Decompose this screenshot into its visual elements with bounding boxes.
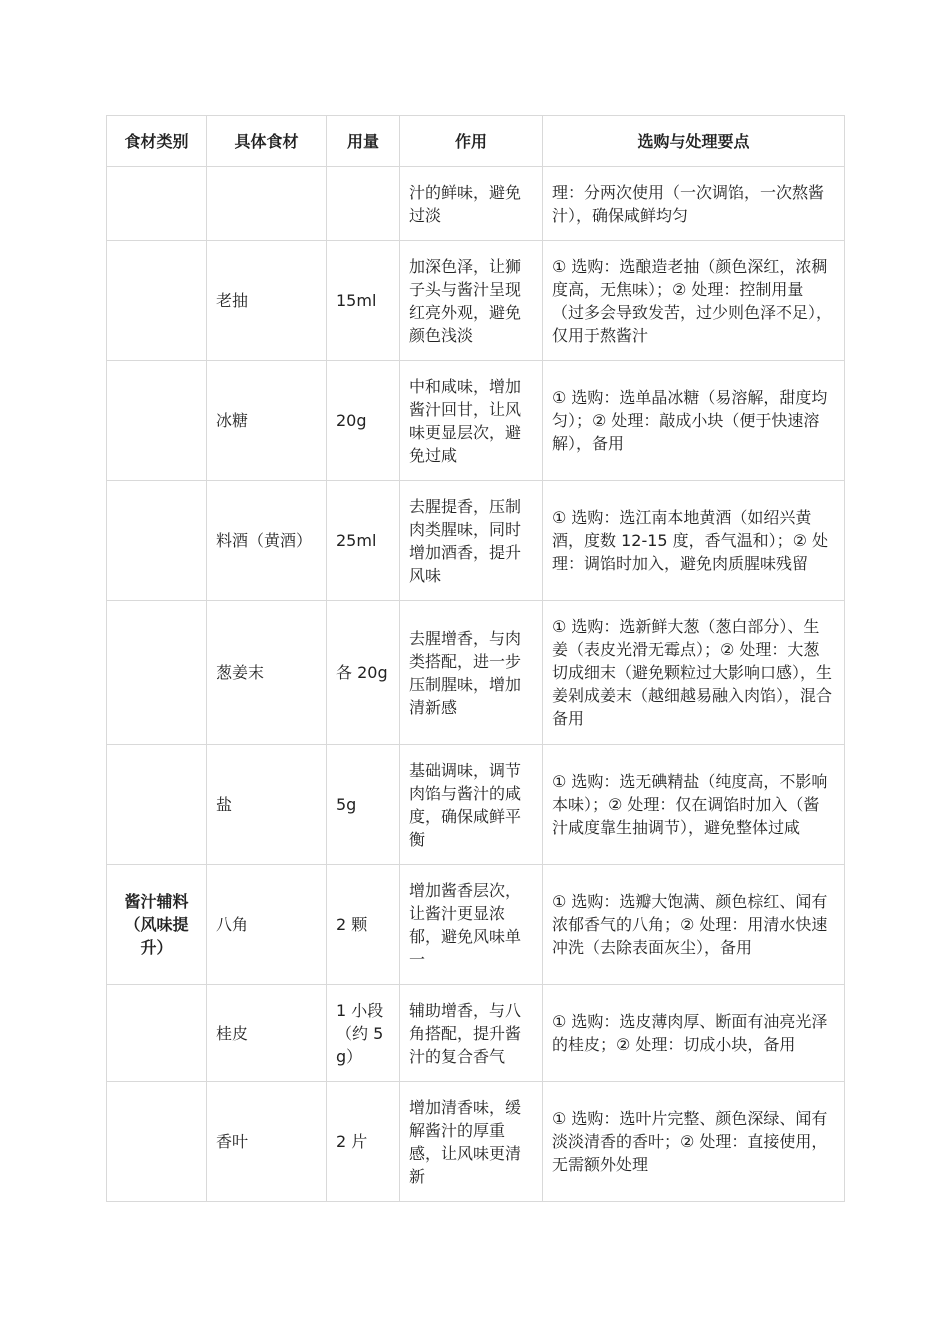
effect-cell: 辅助增香，与八角搭配，提升酱汁的复合香气	[400, 985, 543, 1082]
table-row	[107, 481, 845, 601]
tips-cell: ① 选购：选酿造老抽（颜色深红，浓稠度高，无焦味）；② 处理：控制用量（过多会导致发苦，过少则色泽不足），仅用于熬酱汁	[543, 241, 845, 361]
amount-cell: 2 片	[327, 1082, 400, 1202]
category-cell	[107, 241, 207, 361]
amount-cell: 各 20g	[327, 601, 400, 745]
effect-cell: 基础调味，调节肉馅与酱汁的咸度，确保咸鲜平衡	[400, 745, 543, 865]
ingredient-cell: 盐	[207, 745, 327, 865]
category-cell	[107, 167, 207, 241]
amount-cell: 2 颗	[327, 865, 400, 985]
category-cell	[107, 745, 207, 865]
category-cell	[107, 985, 207, 1082]
tips-cell: 理：分两次使用（一次调馅，一次熬酱汁），确保咸鲜均匀	[543, 167, 845, 241]
amount-cell: 20g	[327, 361, 400, 481]
ingredient-cell: 香叶	[207, 1082, 327, 1202]
amount-cell	[327, 167, 400, 241]
table-row	[107, 167, 845, 241]
header-tips: 选购与处理要点	[543, 116, 845, 167]
tips-cell: ① 选购：选叶片完整、颜色深绿、闻有淡淡清香的香叶；② 处理：直接使用，无需额外处理	[543, 1082, 845, 1202]
ingredient-cell: 葱姜末	[207, 601, 327, 745]
ingredients-table	[106, 115, 845, 1202]
effect-cell: 增加酱香层次，让酱汁更显浓郁，避免风味单一	[400, 865, 543, 985]
header-effect: 作用	[400, 116, 543, 167]
header-ingredient: 具体食材	[207, 116, 327, 167]
amount-cell: 15ml	[327, 241, 400, 361]
category-cell: 酱汁辅料（风味提升）	[107, 865, 207, 985]
category-cell	[107, 481, 207, 601]
table-row	[107, 1082, 845, 1202]
table-row	[107, 865, 845, 985]
effect-cell: 加深色泽，让狮子头与酱汁呈现红亮外观，避免颜色浅淡	[400, 241, 543, 361]
tips-cell: ① 选购：选单晶冰糖（易溶解，甜度均匀）；② 处理：敲成小块（便于快速溶解），备用	[543, 361, 845, 481]
ingredient-cell: 冰糖	[207, 361, 327, 481]
amount-cell: 5g	[327, 745, 400, 865]
tips-cell: ① 选购：选江南本地黄酒（如绍兴黄酒，度数 12-15 度，香气温和）；② 处理：调馅时加入，避免肉质腥味残留	[543, 481, 845, 601]
ingredient-cell: 八角	[207, 865, 327, 985]
effect-cell: 增加清香味，缓解酱汁的厚重感，让风味更清新	[400, 1082, 543, 1202]
ingredient-cell: 老抽	[207, 241, 327, 361]
amount-cell: 25ml	[327, 481, 400, 601]
category-cell	[107, 361, 207, 481]
table-row	[107, 601, 845, 745]
ingredient-cell: 料酒（黄酒）	[207, 481, 327, 601]
effect-cell: 中和咸味，增加酱汁回甘，让风味更显层次，避免过咸	[400, 361, 543, 481]
header-amount: 用量	[327, 116, 400, 167]
amount-cell: 1 小段（约 5g）	[327, 985, 400, 1082]
effect-cell: 汁的鲜味，避免过淡	[400, 167, 543, 241]
tips-cell: ① 选购：选无碘精盐（纯度高，不影响本味）；② 处理：仅在调馅时加入（酱汁咸度靠生抽调节），避免整体过咸	[543, 745, 845, 865]
effect-cell: 去腥提香，压制肉类腥味，同时增加酒香，提升风味	[400, 481, 543, 601]
table-header-row	[107, 116, 845, 167]
table-row	[107, 241, 845, 361]
table-row	[107, 361, 845, 481]
ingredient-cell: 桂皮	[207, 985, 327, 1082]
category-cell	[107, 601, 207, 745]
header-category: 食材类别	[107, 116, 207, 167]
effect-cell: 去腥增香，与肉类搭配，进一步压制腥味，增加清新感	[400, 601, 543, 745]
tips-cell: ① 选购：选瓣大饱满、颜色棕红、闻有浓郁香气的八角；② 处理：用清水快速冲洗（去除表面灰尘），备用	[543, 865, 845, 985]
category-cell	[107, 1082, 207, 1202]
table-row	[107, 985, 845, 1082]
table-row	[107, 745, 845, 865]
tips-cell: ① 选购：选新鲜大葱（葱白部分）、生姜（表皮光滑无霉点）；② 处理：大葱切成细末（避免颗粒过大影响口感），生姜剁成姜末（越细越易融入肉馅），混合备用	[543, 601, 845, 745]
ingredient-cell	[207, 167, 327, 241]
tips-cell: ① 选购：选皮薄肉厚、断面有油亮光泽的桂皮；② 处理：切成小块，备用	[543, 985, 845, 1082]
